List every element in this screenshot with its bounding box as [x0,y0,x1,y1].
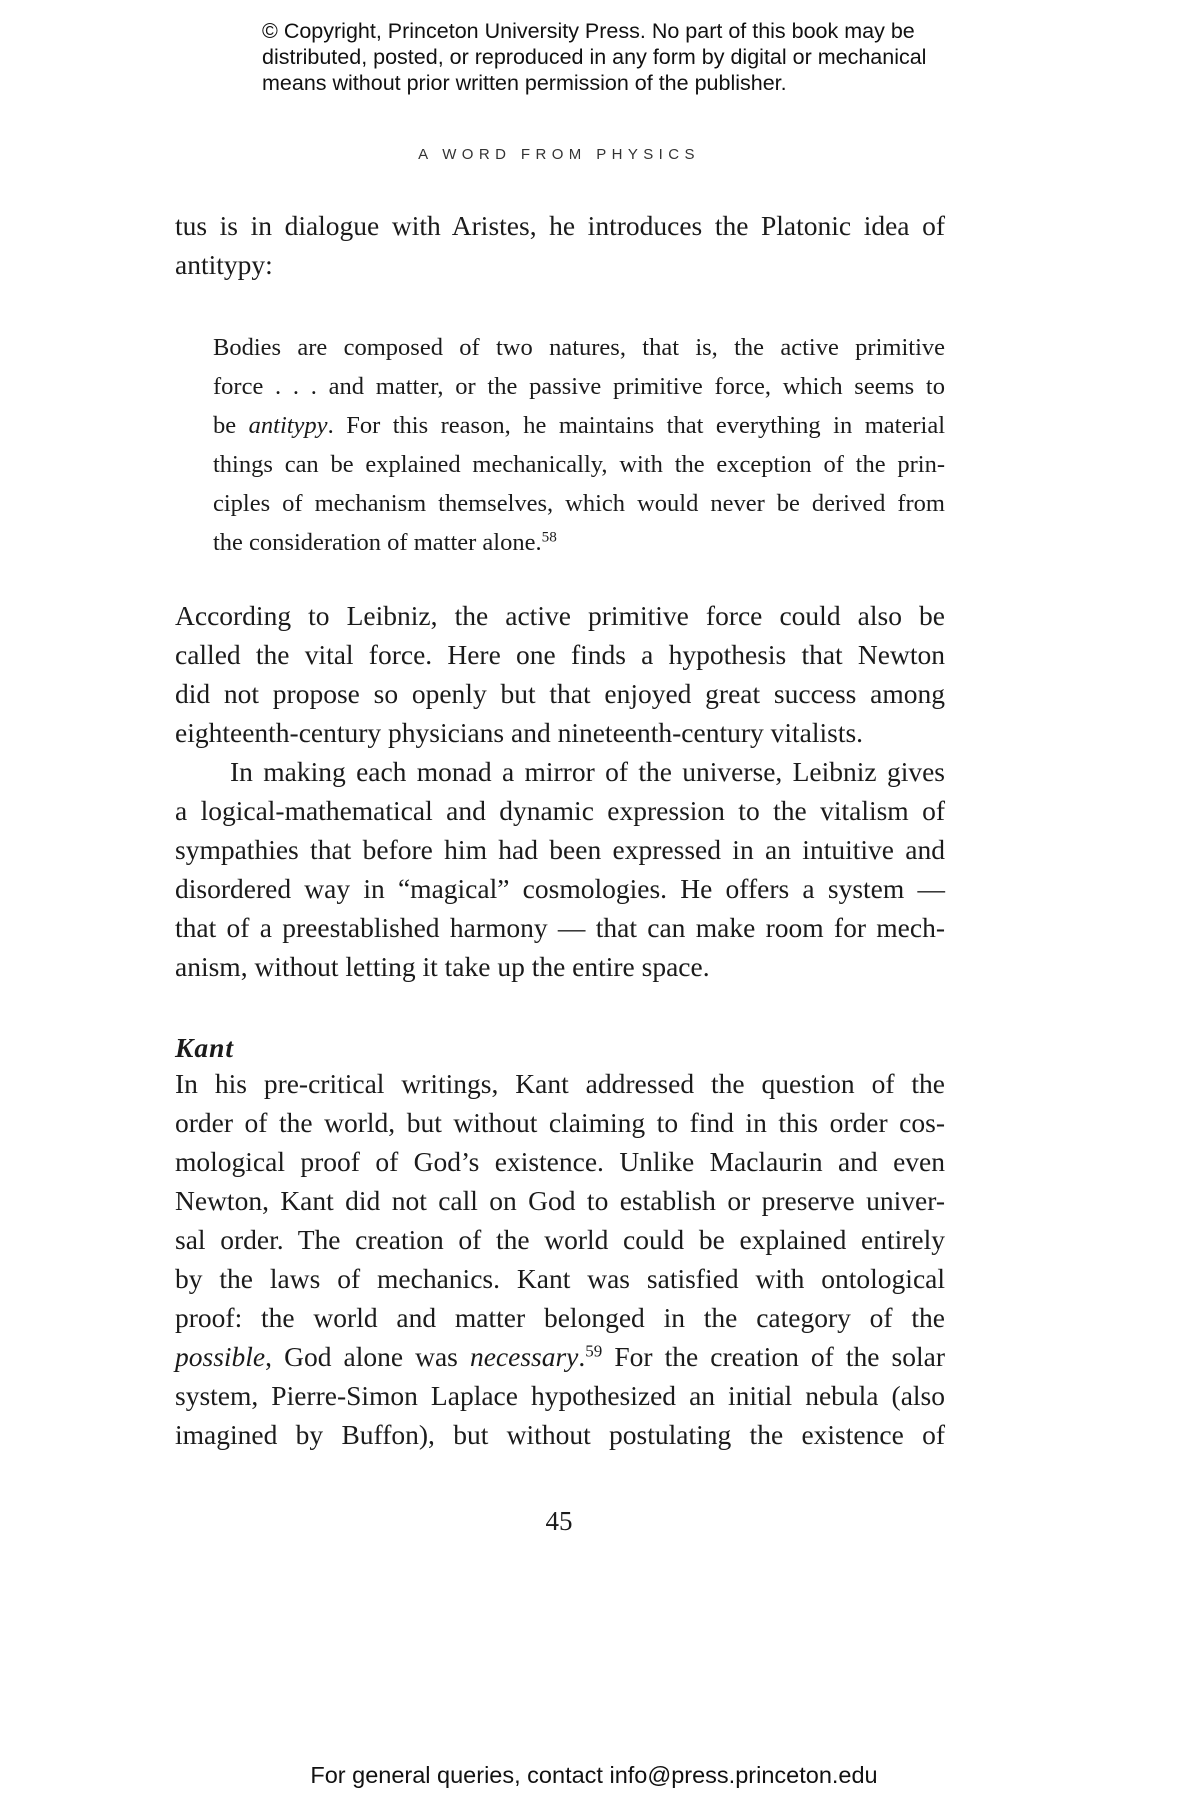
text-line: order of the world, but without claiming to find in this order cos- [175,1107,945,1138]
text-line: did not propose so openly but that enjoyed great success among [175,678,945,709]
text-line: disordered way in “magical” cosmologies. He offers a system — [175,873,945,904]
text-line: by the laws of mechanics. Kant was satisfied with ontological [175,1263,945,1294]
quote-line: things can be explained mechanically, with the exception of the prin- [213,451,945,478]
text-line [175,1337,945,1376]
text-line: In his pre-critical writings, Kant addressed the question of the [175,1068,945,1099]
text-line: called the vital force. Here one finds a hypothesis that Newton [175,639,945,670]
italic-term: necessary [469,1341,579,1372]
quote-text: be [213,412,249,439]
italic-term: possible [175,1341,266,1372]
quote-line [213,523,945,562]
copyright-line: means without prior written permission of the publisher. [262,71,787,95]
text-line: sal order. The creation of the world could be explained entirely [175,1224,945,1255]
footnote-reference: 59 [585,1341,603,1361]
text-line: mological proof of God’s existence. Unlike Maclaurin and even [175,1146,945,1177]
copyright-notice [262,18,1002,96]
text-line: sympathies that before him had been expressed in an intuitive and [175,834,945,865]
text-line: that of a preestablished harmony — that can make room for mech- [175,912,945,943]
text-line: a logical-mathematical and dynamic expression to the vitalism of [175,795,945,826]
footnote-reference: 58 [541,528,557,546]
text-line: anism, without letting it take up the entire space. [175,951,710,982]
text-line: Newton, Kant did not call on God to establish or preserve univer- [175,1185,945,1216]
quote-line [213,406,945,445]
quote-line: Bodies are composed of two natures, that is, the active primitive [213,334,945,361]
text-line: eighteenth-century physicians and nineteenth-century vitalists. [175,717,864,748]
quote-line: force . . . and matter, or the passive primitive force, which seems to [213,373,945,400]
text-line: antitypy: [175,249,273,280]
text-line: tus is in dialogue with Aristes, he introduces the Platonic idea of [175,210,945,241]
quote-italic-term: antitypy [248,412,328,439]
text-fragment: . [578,1341,586,1372]
copyright-line: © Copyright, Princeton University Press. No part of this book may be [262,19,915,43]
footer-contact: For general queries, contact info@press.princeton.edu [310,1762,878,1788]
text-fragment: For the creation of the solar [602,1341,945,1372]
paragraph-leibniz-vital-force [175,596,945,752]
text-line: system, Pierre-Simon Laplace hypothesized an initial nebula (also [175,1380,945,1411]
paragraph-kant [175,1064,945,1454]
block-quote [213,328,945,562]
paragraph-continued [175,206,945,284]
text-line: proof: the world and matter belonged in the category of the [175,1302,945,1333]
quote-text: . For this reason, he maintains that everything in material [327,412,945,439]
paragraph-monad [175,752,945,986]
text-line: imagined by Buffon), but without postulating the existence of [175,1419,945,1450]
copyright-line: distributed, posted, or reproduced in any form by digital or mechanical [262,45,927,69]
text-line: According to Leibniz, the active primitive force could also be [175,600,945,631]
running-head: A WORD FROM PHYSICS [418,146,700,163]
page-number: 45 [545,1506,573,1536]
quote-line: ciples of mechanism themselves, which would never be derived from [213,490,945,517]
text-line: In making each monad a mirror of the universe, Leibniz gives [230,756,945,787]
quote-text: the consideration of matter alone. [213,529,542,556]
section-heading: Kant [175,1032,235,1063]
text-fragment: , God alone was [265,1341,470,1372]
